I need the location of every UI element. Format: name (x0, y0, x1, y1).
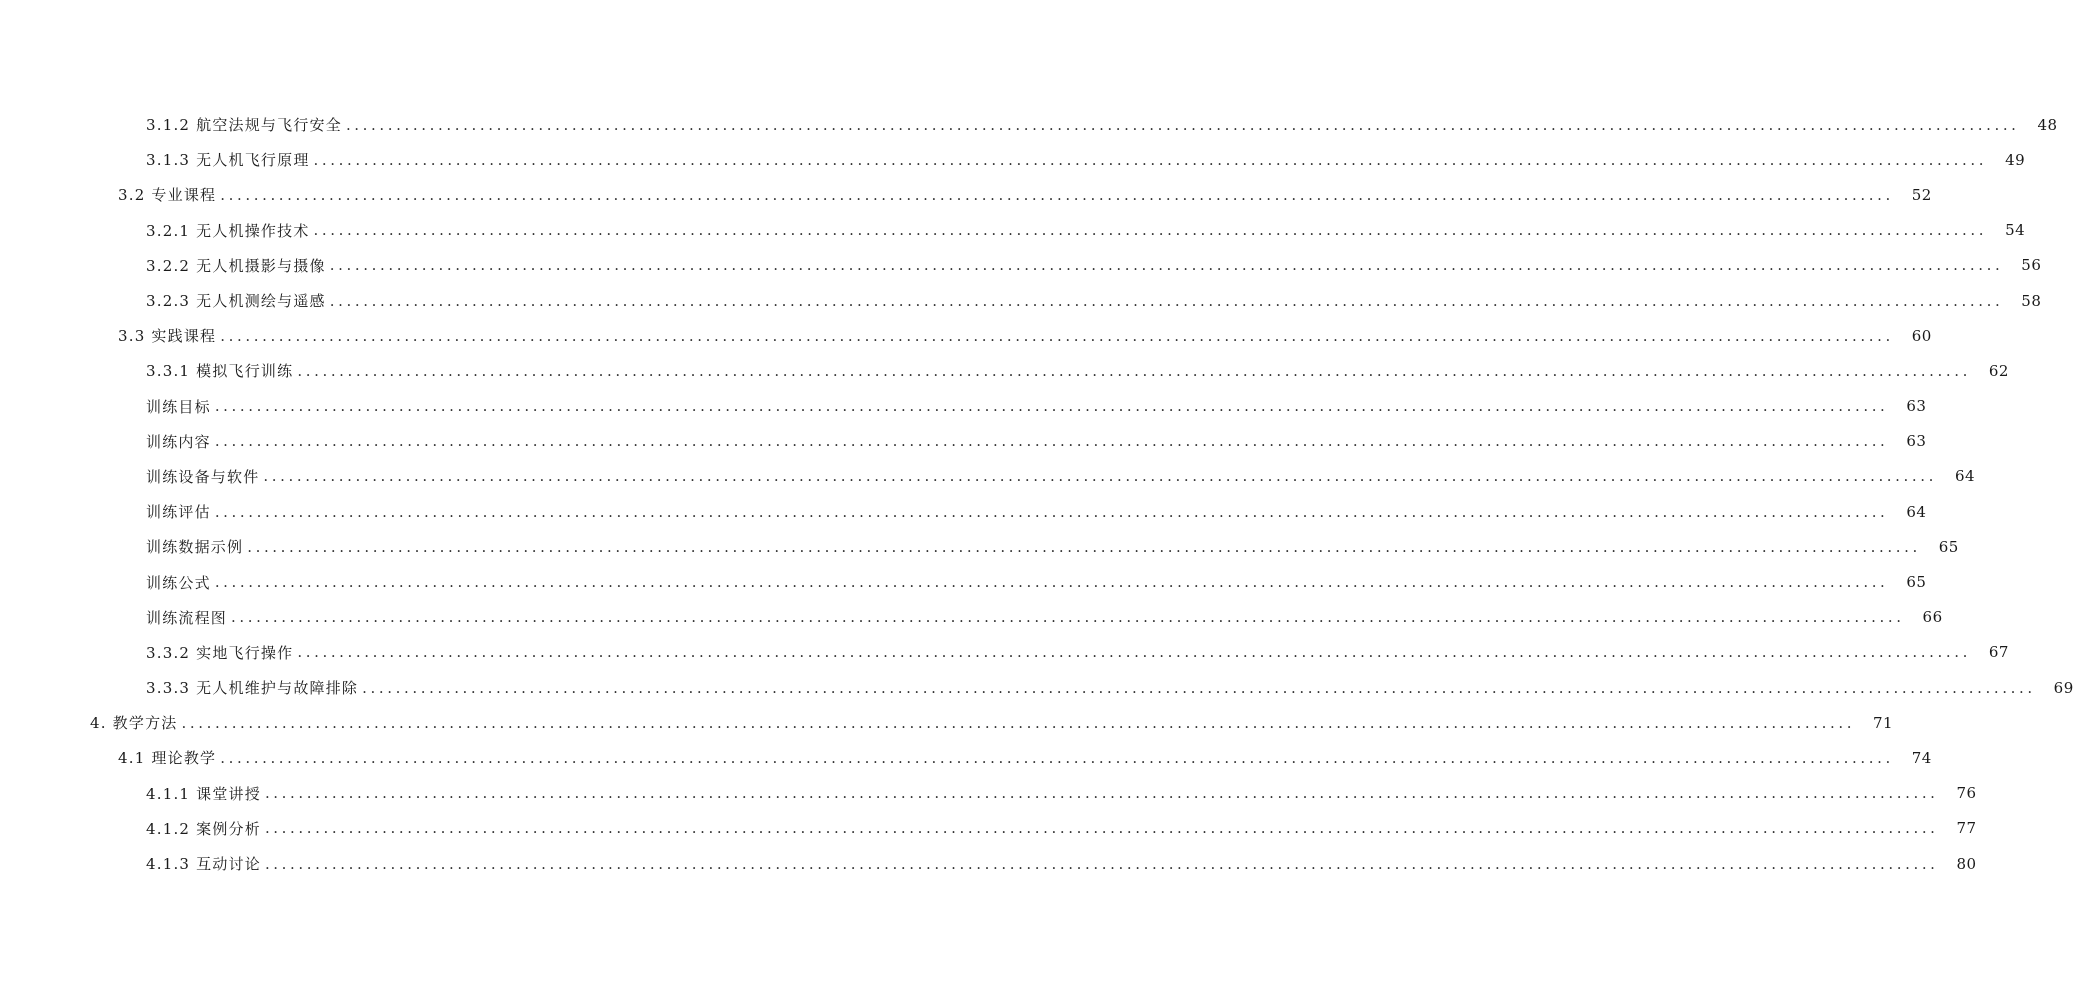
toc-entry-page: 65 (1906, 573, 1927, 592)
toc-entry[interactable] (0, 353, 2009, 388)
toc-entry-title: 4.1.3 互动讨论 (146, 855, 261, 874)
toc-entry-title: 3.2.2 无人机摄影与摄像 (146, 256, 326, 275)
toc-entry-title: 训练公式 (146, 573, 211, 592)
toc-entry[interactable] (0, 459, 1976, 494)
toc-entry[interactable] (0, 318, 1932, 353)
dot-leader: ........................................................................................................................................................................................................ (345, 115, 2020, 134)
toc-entry-title: 3.2.3 无人机测绘与遥感 (146, 292, 326, 311)
toc-entry[interactable] (0, 705, 1894, 740)
dot-leader: ........................................................................................................................................................................................................ (214, 432, 1889, 451)
dot-leader: ........................................................................................................................................................................................................ (362, 678, 2036, 697)
toc-entry[interactable] (0, 529, 1959, 564)
toc-entry-page: 49 (2005, 150, 2026, 169)
toc-entry-page: 67 (1988, 643, 2009, 662)
toc-entry-title: 3.3.3 无人机维护与故障排除 (146, 679, 359, 698)
toc-entry[interactable] (0, 107, 2058, 142)
dot-leader: ........................................................................................................................................................................................................ (181, 713, 1856, 732)
dot-leader: ........................................................................................................................................................................................................ (264, 819, 1939, 838)
dot-leader: ........................................................................................................................................................................................................ (231, 608, 1905, 627)
toc-entry[interactable] (0, 424, 1927, 459)
toc-entry-page: 48 (2037, 115, 2058, 134)
toc-entry-title: 3.1.2 航空法规与飞行安全 (146, 116, 342, 135)
toc-entry-page: 64 (1954, 467, 1976, 486)
dot-leader: ........................................................................................................................................................................................................ (297, 643, 1971, 662)
toc-entry[interactable] (0, 494, 1927, 529)
toc-entry[interactable] (0, 213, 2026, 248)
toc-entry-page: 52 (1911, 185, 1932, 204)
toc-entry[interactable] (0, 389, 1927, 424)
toc-entry-title: 3.2 专业课程 (118, 186, 217, 205)
dot-leader: ........................................................................................................................................................................................................ (264, 784, 1939, 803)
dot-leader: ........................................................................................................................................................................................................ (220, 185, 1894, 204)
toc-entry[interactable] (0, 600, 1943, 635)
toc-entry[interactable] (0, 811, 1977, 846)
toc-entry-page: 69 (2053, 678, 2074, 697)
dot-leader: ........................................................................................................................................................................................................ (263, 467, 1938, 486)
toc-entry-page: 63 (1906, 432, 1927, 451)
dot-leader: ........................................................................................................................................................................................................ (247, 537, 1921, 556)
toc-entry[interactable] (0, 177, 1932, 212)
dot-leader: ........................................................................................................................................................................................................ (214, 502, 1889, 521)
table-of-contents (0, 107, 2074, 881)
toc-entry-page: 64 (1906, 502, 1927, 521)
dot-leader: ........................................................................................................................................................................................................ (313, 150, 1988, 169)
toc-entry[interactable] (0, 740, 1932, 775)
toc-entry-title: 3.3.1 模拟飞行训练 (146, 362, 294, 381)
toc-entry[interactable] (0, 142, 2026, 177)
toc-entry-title: 训练流程图 (146, 608, 228, 627)
toc-entry-title: 训练目标 (146, 397, 211, 416)
toc-entry-title: 训练评估 (146, 503, 211, 522)
toc-entry-title: 4.1.2 案例分析 (146, 819, 261, 838)
dot-leader: ........................................................................................................................................................................................................ (329, 291, 2004, 310)
toc-entry-page: 77 (1956, 819, 1977, 838)
toc-entry[interactable] (0, 670, 2074, 705)
toc-entry[interactable] (0, 283, 2042, 318)
dot-leader: ........................................................................................................................................................................................................ (313, 221, 1988, 240)
toc-entry-page: 58 (2021, 291, 2042, 310)
toc-entry-title: 训练设备与软件 (146, 467, 260, 486)
toc-entry-title: 4.1 理论教学 (118, 749, 217, 768)
toc-entry-title: 4.1.1 课堂讲授 (146, 784, 261, 803)
toc-entry-page: 65 (1938, 537, 1959, 556)
dot-leader: ........................................................................................................................................................................................................ (220, 326, 1894, 345)
toc-entry-page: 80 (1956, 854, 1977, 873)
toc-entry-title: 3.2.1 无人机操作技术 (146, 221, 310, 240)
dot-leader: ........................................................................................................................................................................................................ (214, 573, 1889, 592)
toc-entry-title: 训练内容 (146, 432, 211, 451)
toc-entry[interactable] (0, 564, 1927, 599)
toc-entry[interactable] (0, 635, 2009, 670)
toc-entry-title: 3.3.2 实地飞行操作 (146, 643, 294, 662)
dot-leader: ........................................................................................................................................................................................................ (220, 748, 1894, 767)
dot-leader: ........................................................................................................................................................................................................ (264, 854, 1939, 873)
toc-entry-page: 56 (2021, 256, 2042, 275)
dot-leader: ........................................................................................................................................................................................................ (214, 397, 1889, 416)
toc-entry-title: 3.3 实践课程 (118, 327, 217, 346)
toc-entry-page: 60 (1911, 326, 1932, 345)
toc-entry-page: 66 (1922, 608, 1943, 627)
toc-entry[interactable] (0, 248, 2042, 283)
toc-entry-title: 训练数据示例 (146, 538, 244, 557)
dot-leader: ........................................................................................................................................................................................................ (297, 361, 1971, 380)
toc-entry-page: 62 (1988, 361, 2009, 380)
toc-entry[interactable] (0, 776, 1977, 811)
toc-entry-title: 3.1.3 无人机飞行原理 (146, 151, 310, 170)
toc-entry-page: 71 (1873, 713, 1894, 732)
toc-entry[interactable] (0, 846, 1977, 881)
toc-entry-title: 4. 教学方法 (90, 714, 178, 733)
toc-entry-page: 54 (2005, 221, 2026, 240)
toc-entry-page: 76 (1956, 784, 1977, 803)
toc-entry-page: 63 (1906, 397, 1927, 416)
toc-entry-page: 74 (1911, 748, 1932, 767)
dot-leader: ........................................................................................................................................................................................................ (329, 256, 2004, 275)
